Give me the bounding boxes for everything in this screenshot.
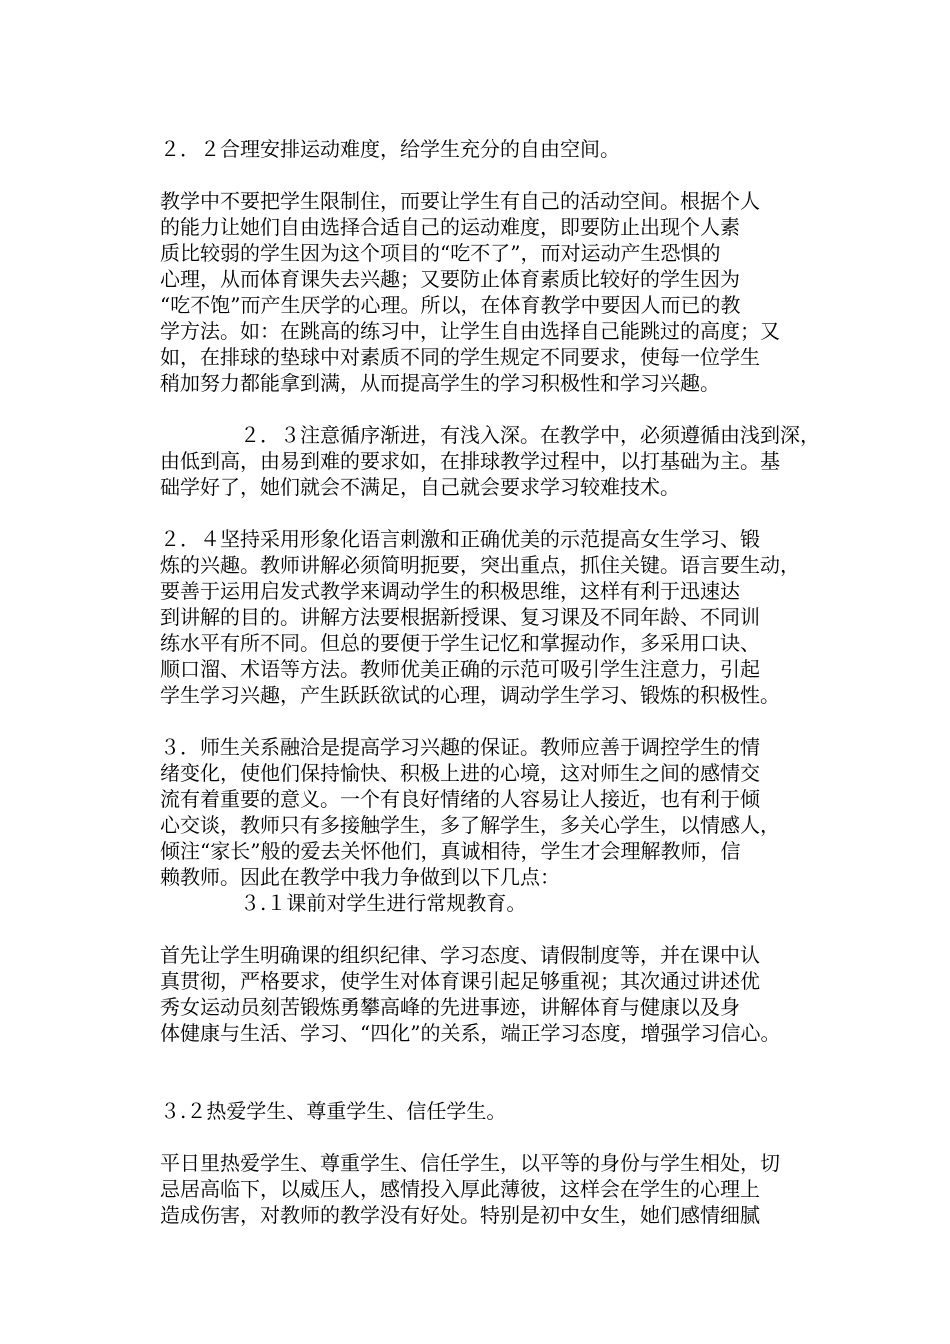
paragraph-gap: [160, 162, 824, 188]
paragraph-section-2-4: ２．４坚持采用形象化语言刺激和正确优美的示范提高女生学习、锻 炼的兴趣。教师讲解必须简明扼要，突出重点，抓住关键。语言要生动， 要善于运用启发式教学来调动学生的积极思维，这样有利于迅速达 到讲解的目的。讲解方法要根据新授课、复习课及不同年龄、不同训 练水平有所不同。但总的要便于学生记忆和掌握动作，多采用口诀、 顺口溜、术语等方法。教师优美正确的示范可吸引学生注意力，引起 学生学习兴趣，产生跃跃欲试的心理，调动学生学习、锻炼的积极性。: [160, 527, 800, 707]
paragraph-exercise-difficulty: 教学中不要把学生限制住，而要让学生有自己的活动空间。根据个人 的能力让她们自由选择合适自己的运动难度，即要防止出现个人素 质比较弱的学生因为这个项目的“吃不了”，而对运动产生恐惧的 心理，从而体育课失去兴趣；又要防止体育素质比较好的学生因为 “吃不饱”而产生厌学的心理。所以，在体育教学中要因人而已的教 学方法。如：在跳高的练习中，让学生自由选择自己能跳过的高度；又 如，在排球的垫球中对素质不同的学生规定不同要求，使每一位学生 稍加努力都能拿到满，从而提高学生的学习积极性和学习兴趣。: [160, 189, 780, 395]
paragraph-section-2-3: ２．３注意循序渐进，有浅入深。在教学中，必须遵循由浅到深， 由低到高，由易到难的要求如，在排球教学过程中，以打基础为主。基 础学好了，她们就会不满足，自己就会要求学习较难技术。: [160, 423, 820, 499]
document-page: [160, 136, 824, 1228]
paragraph-gap: [160, 1124, 824, 1150]
section-heading-2-2: ２．２合理安排运动难度，给学生充分的自由空间。: [160, 137, 620, 161]
paragraph-gap: [160, 916, 824, 942]
paragraph-routine-education: 首先让学生明确课的组织纪律、学习态度、请假制度等，并在课中认 真贯彻，严格要求，使学生对体育课引起足够重视；其次通过讲述优 秀女运动员刻苦锻炼勇攀高峰的先进事迹，讲解体育与健康以及身 体健康与生活、学习、“四化”的关系，端正学习态度，增强学习信心。: [160, 943, 781, 1045]
paragraph-gap: [160, 1046, 824, 1098]
section-heading-3-2: ３.２热爱学生、尊重学生、信任学生。: [160, 1099, 507, 1123]
paragraph-gap: [160, 708, 824, 734]
paragraph-section-3: ３．师生关系融洽是提高学习兴趣的保证。教师应善于调控学生的情 绪变化，使他们保持愉快、积极上进的心境，这对师生之间的感情交 流有着重要的意义。一个有良好情绪的人容易让人接近，也有利于倾 心交谈，教师只有多接触学生，多了解学生，多关心学生，以情感人， 倾注“家长”般的爱去关怀他们，真诚相待，学生才会理解教师，信 赖教师。因此在教学中我力争做到以下几点： ３.１课前对学生进行常规教育。: [160, 735, 780, 915]
paragraph-gap: [160, 500, 824, 526]
paragraph-respect-students: 平日里热爱学生、尊重学生、信任学生，以平等的身份与学生相处，切 忌居高临下，以威压人，感情投入厚此薄彼，这样会在学生的心理上 造成伤害，对教师的教学没有好处。特别是初中女生，她们感情细腻: [160, 1151, 780, 1227]
paragraph-gap: [160, 396, 824, 422]
